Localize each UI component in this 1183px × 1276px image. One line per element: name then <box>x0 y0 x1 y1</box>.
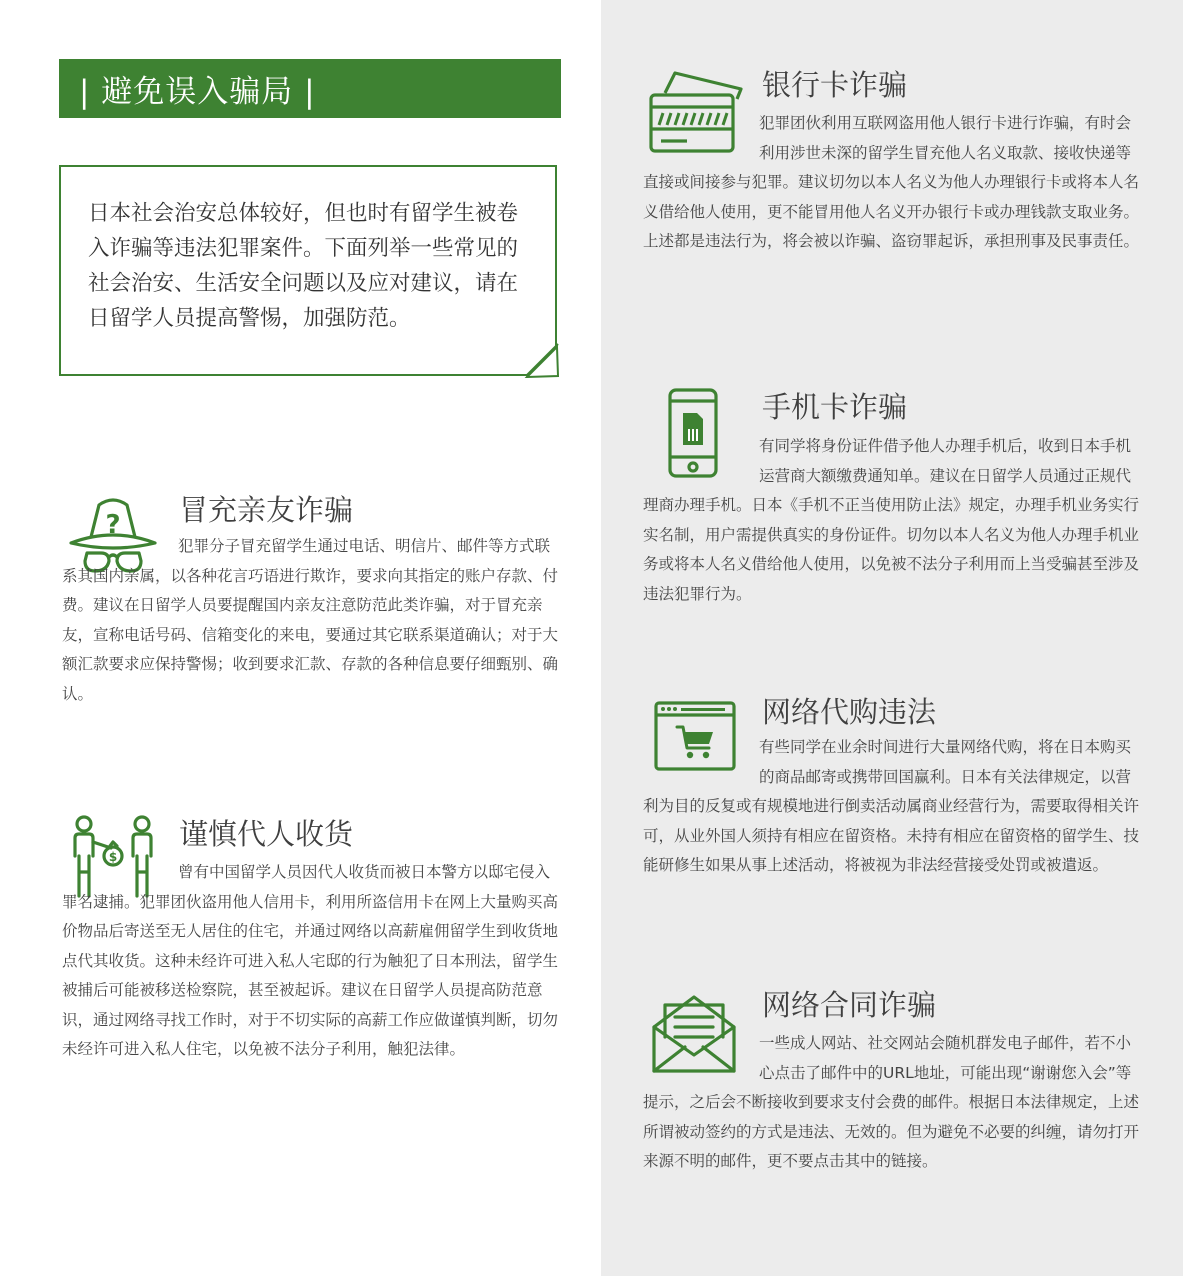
section-title: 网络代购违法 <box>762 695 937 729</box>
section-title: 银行卡诈骗 <box>762 68 908 102</box>
svg-text:?: ? <box>105 510 121 540</box>
section-package-receiving <box>62 812 562 1092</box>
section-online-contract-fraud <box>643 983 1145 1183</box>
section-banner <box>59 59 561 118</box>
section-impersonation-fraud <box>62 488 562 708</box>
section-mobile-card-fraud <box>643 385 1145 610</box>
section-body: 有些同学在业余时间进行大量网络代购，将在日本购买的商品邮寄或携带回国赢利。日本有关法律规定，以营利为目的反复或有规模地进行倒卖活动属商业经营行为，需要取得相关许可，从业外国人须持有相应在留资格。未持有相应在留资格的留学生、技能研修生如果从事上述活动，将被视为非法经营接受处罚或被遣返。 <box>643 738 1140 874</box>
section-body: 犯罪团伙利用互联网盗用他人银行卡进行诈骗，有时会利用涉世未深的留学生冒充他人名义取款、接收快递等直接或间接参与犯罪。建议切勿以本人名义为他人办理银行卡或将本人名义借给他人使用，更不能冒用他人名义开办银行卡或办理钱款支取业务。上述都是违法行为，将会被以诈骗、盗窃罪起诉，承担刑事及民事责任。 <box>643 114 1140 250</box>
section-title: 网络合同诈骗 <box>762 988 937 1022</box>
section-title: 冒充亲友诈骗 <box>179 493 354 527</box>
svg-text:$: $ <box>108 850 118 864</box>
folded-corner-icon <box>524 342 560 378</box>
section-bank-card-fraud <box>643 63 1145 293</box>
section-body: 犯罪分子冒充留学生通过电话、明信片、邮件等方式联系其国内亲属，以各种花言巧语进行欺诈，要求向其指定的账户存款、付费。建议在日留学人员要提醒国内亲友注意防范此类诈骗，对于冒充亲友，宣称电话号码、信箱变化的来电，要通过其它联系渠道确认；对于大额汇款要求应保持警惕；收到要求汇款、存款的各种信息要仔细甄别、确认。 <box>62 537 559 703</box>
section-title: 手机卡诈骗 <box>762 390 908 424</box>
intro-text: 日本社会治安总体较好，但也时有留学生被卷入诈骗等违法犯罪案件。下面列举一些常见的社会治安、生活安全问题以及应对建议，请在日留学人员提高警惕，加强防范。 <box>88 201 519 331</box>
section-body: 有同学将身份证件借予他人办理手机后，收到日本手机运营商大额缴费通知单。建议在日留学人员通过正规代理商办理手机。日本《手机不正当使用防止法》规定，办理手机业务实行实名制，用户需提供真实的身份证件。切勿以本人名义为他人办理手机业务或将本人名义借给他人使用，以免被不法分子利用而上当受骗甚至涉及违法犯罪行为。 <box>643 437 1140 603</box>
section-body: 一些成人网站、社交网站会随机群发电子邮件，若不小心点击了邮件中的URL地址，可能出现“谢谢您入会”等提示，之后会不断接收到要求支付会费的邮件。根据日本法律规定，上述所谓被动签约的方式是违法、无效的。但为避免不必要的纠缠，请勿打开来源不明的邮件，更不要点击其中的链接。 <box>643 1034 1140 1170</box>
section-body: 曾有中国留学人员因代人收货而被日本警方以邸宅侵入罪名逮捕。犯罪团伙盗用他人信用卡，利用所盗信用卡在网上大量购买高价物品后寄送至无人居住的住宅，并通过网络以高薪雇佣留学生到收货地点代其收货。这种未经许可进入私人宅邸的行为触犯了日本刑法，留学生被捕后可能被移送检察院，甚至被起诉。建议在日留学人员提高防范意识，通过网络寻找工作时，对于不切实际的高薪工作应做谨慎判断，切勿未经许可进入私人住宅，以免被不法分子利用，触犯法律。 <box>62 863 559 1058</box>
intro-note <box>59 165 557 376</box>
section-title: 谨慎代人收货 <box>179 817 354 851</box>
section-online-reselling <box>643 690 1145 915</box>
banner-title: | 避免误入骗局 | <box>79 74 316 110</box>
